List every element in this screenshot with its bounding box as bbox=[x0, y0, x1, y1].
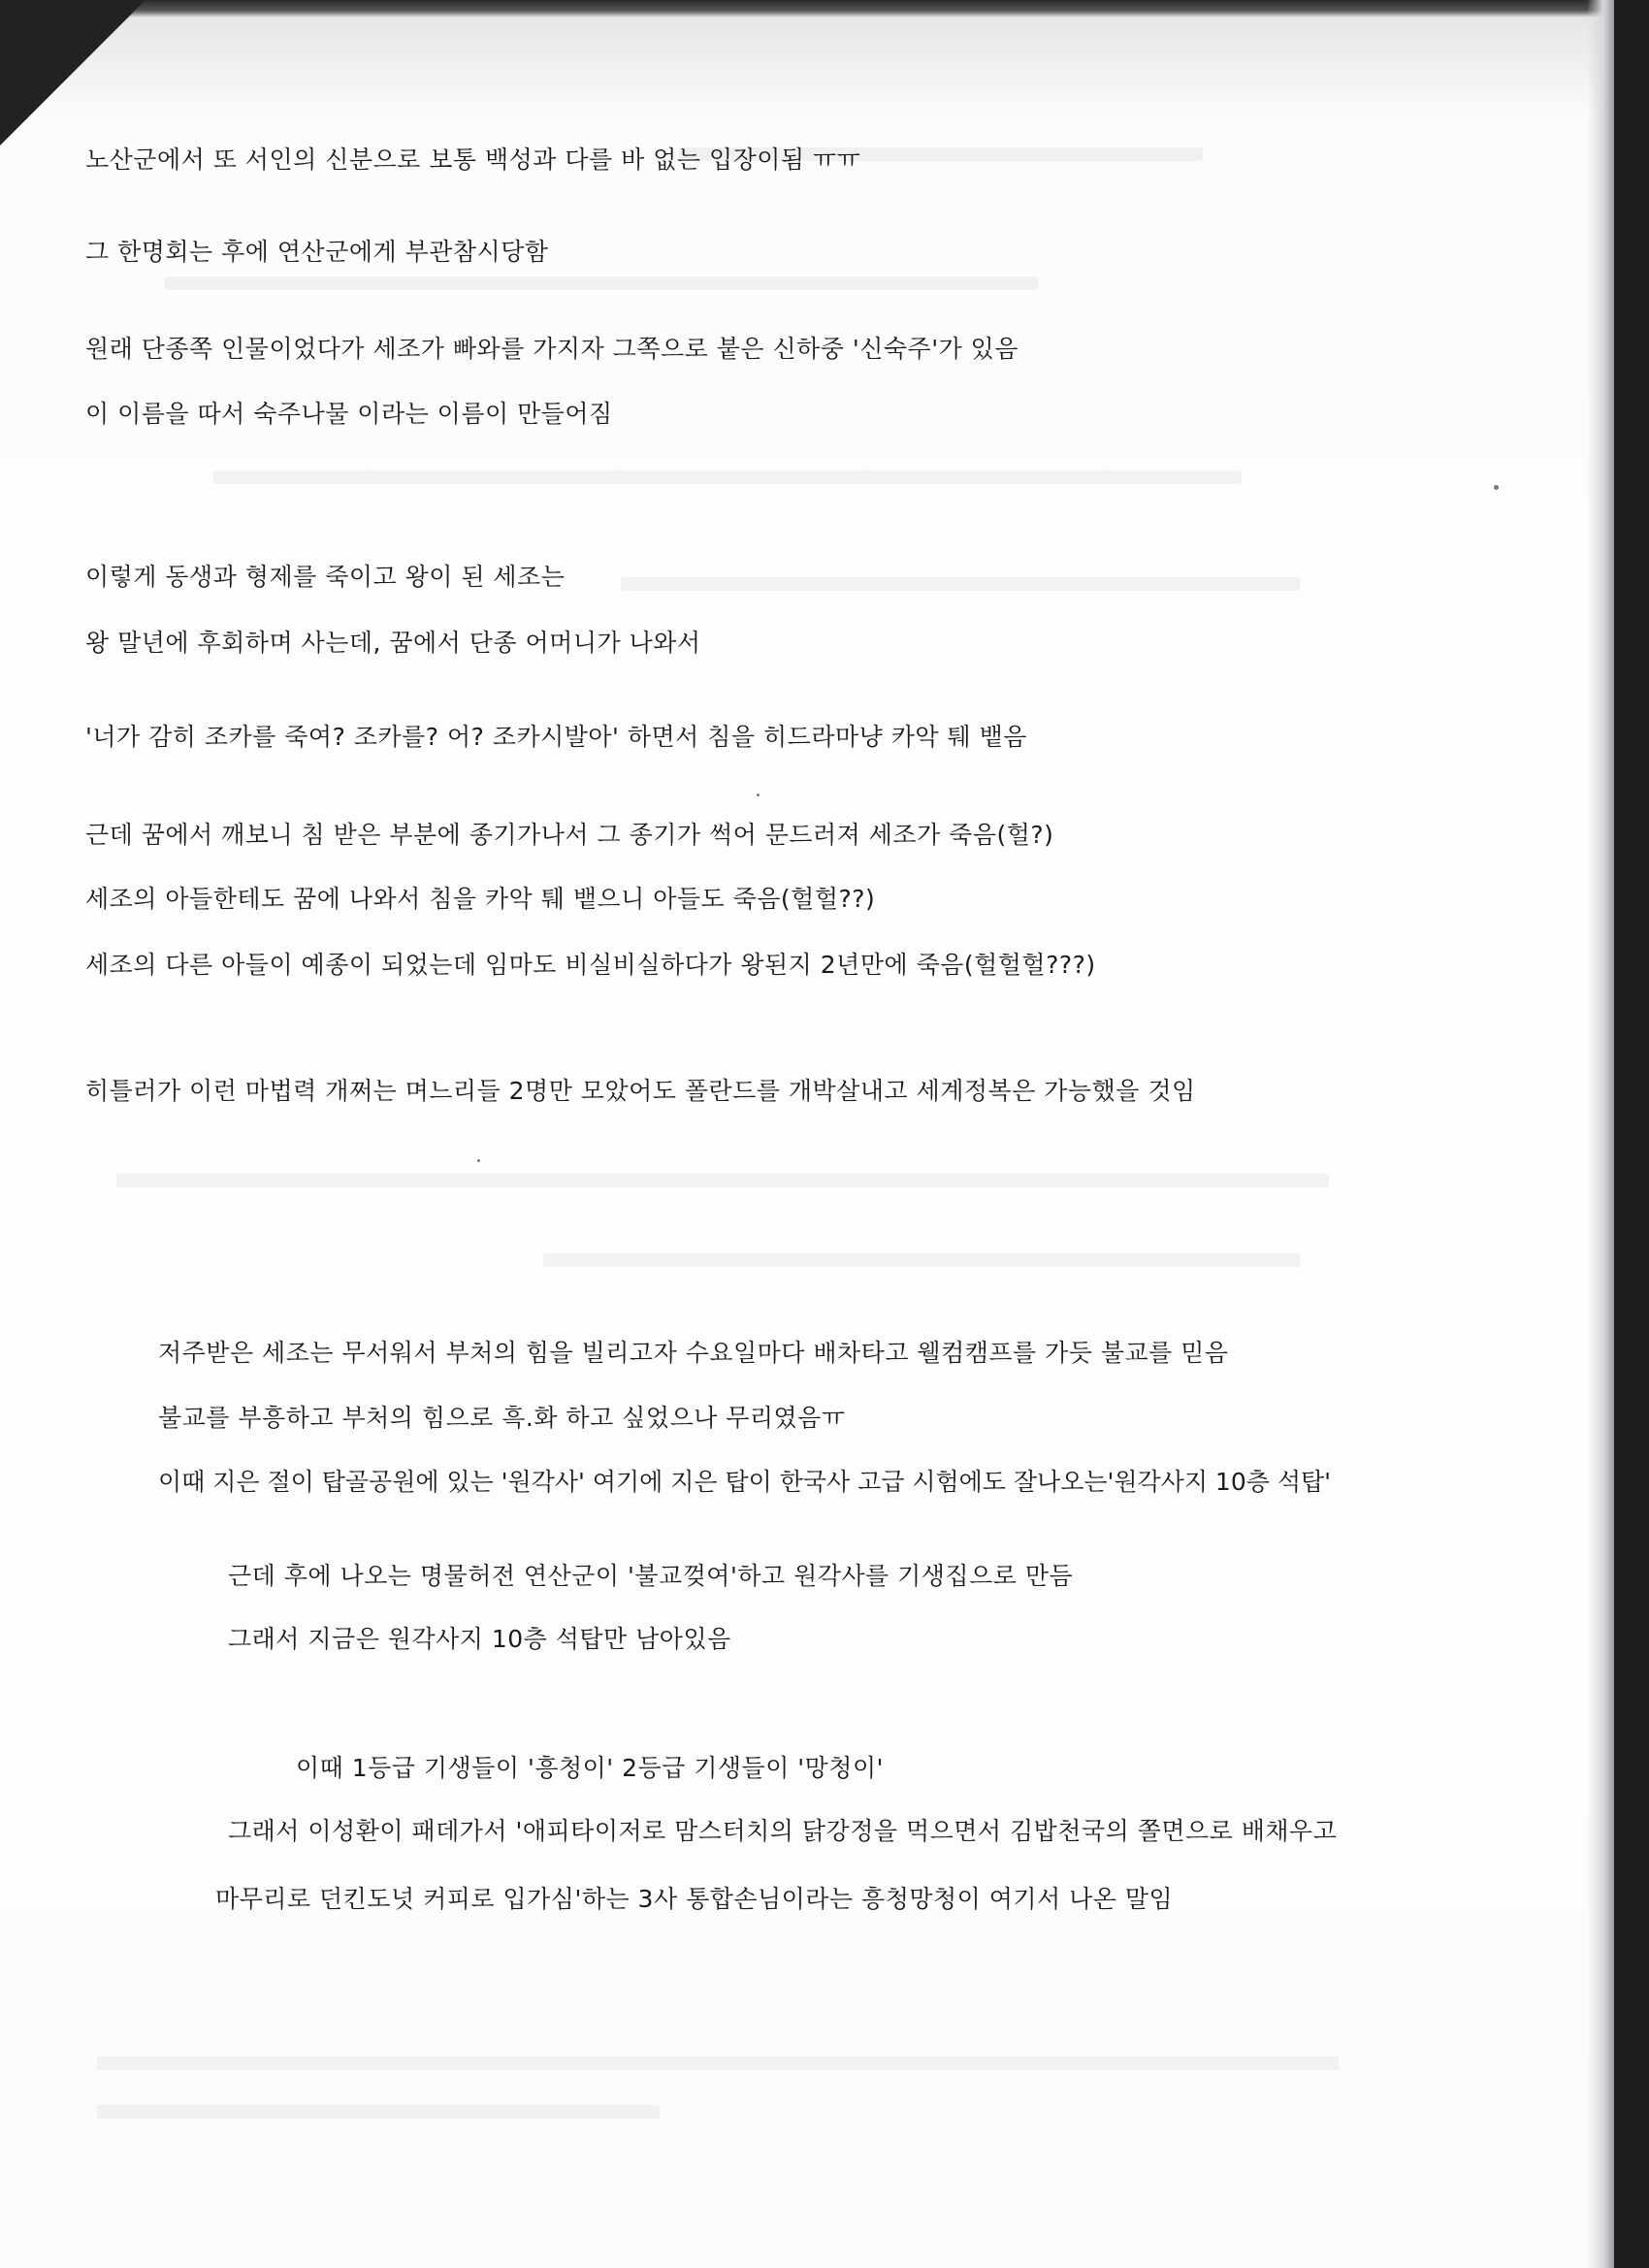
dust-speck bbox=[1494, 485, 1499, 490]
text-line: 세조의 다른 아들이 예종이 되었는데 임마도 비실비실하다가 왕된지 2년만에 죽음(헐헐헐???) bbox=[85, 951, 1096, 979]
text-line: 그래서 지금은 원각사지 10층 석탑만 남아있음 bbox=[228, 1625, 731, 1653]
text-line: 근데 후에 나오는 명물허전 연산군이 '불교껒여'하고 원각사를 기생집으로 만듬 bbox=[228, 1562, 1074, 1590]
text-line: 히틀러가 이런 마법력 개쩌는 며느리들 2명만 모았어도 폴란드를 개박살내고 세계정복은 가능했을 것임 bbox=[85, 1077, 1196, 1105]
scanner-corner-shadow bbox=[0, 0, 146, 146]
text-line: 왕 말년에 후회하며 사는데, 꿈에서 단종 어머니가 나와서 bbox=[85, 629, 701, 657]
page-edge-shadow bbox=[1587, 0, 1614, 2268]
text-line: 그 한명회는 후에 연산군에게 부관참시당함 bbox=[85, 238, 549, 266]
text-line: 노산군에서 또 서인의 신분으로 보통 백성과 다를 바 없는 입장이됨 ㅠㅠ bbox=[85, 146, 861, 174]
text-line: 저주받은 세조는 무서워서 부처의 힘을 빌리고자 수요일마다 배차타고 웰컴캠프를 가듯 불교를 믿음 bbox=[158, 1339, 1229, 1367]
text-line: 이 이름을 따서 숙주나물 이라는 이름이 만들어짐 bbox=[85, 400, 613, 428]
text-line: '너가 감히 조카를 죽여? 조카를? 어? 조카시발아' 하면서 침을 히드라마냥 카악 퉤 뱉음 bbox=[85, 723, 1027, 751]
bleed-through-mark bbox=[116, 1174, 1329, 1187]
bleed-through-mark bbox=[97, 2105, 660, 2119]
bleed-through-mark bbox=[621, 577, 1300, 591]
text-line: 세조의 아들한테도 꿈에 나와서 침을 카악 퉤 뱉으니 아들도 죽음(헐헐??) bbox=[85, 885, 876, 913]
text-line: 이렇게 동생과 형제를 죽이고 왕이 된 세조는 bbox=[85, 563, 566, 591]
bleed-through-mark bbox=[213, 470, 1242, 484]
text-line: 이때 1등급 기생들이 '흥청이' 2등급 기생들이 '망청이' bbox=[296, 1754, 884, 1782]
text-line: 마무리로 던킨도넛 커피로 입가심'하는 3사 통합손님이라는 흥청망청이 여기서 나온 말임 bbox=[215, 1885, 1174, 1913]
text-line: 불교를 부흥하고 부처의 힘으로 흑.화 하고 싶었으나 무리였음ㅠ bbox=[158, 1404, 846, 1432]
fold-shadow bbox=[0, 0, 1649, 116]
scanner-right-edge bbox=[1614, 0, 1649, 2268]
bleed-through-mark bbox=[165, 276, 1038, 290]
dust-speck bbox=[477, 1159, 480, 1162]
bleed-through-mark bbox=[543, 1253, 1300, 1267]
text-line: 원래 단종쪽 인물이었다가 세조가 빠와를 가지자 그쪽으로 붙은 신하중 '신숙주'가 있음 bbox=[85, 335, 1018, 363]
text-line: 이때 지은 절이 탑골공원에 있는 '원각사' 여기에 지은 탑이 한국사 고급 시험에도 잘나오는'원각사지 10층 석탑' bbox=[158, 1468, 1332, 1496]
text-line: 그래서 이성환이 패데가서 '애피타이저로 맘스터치의 닭강정을 먹으면서 김밥천국의 쫄면으로 배채우고 bbox=[228, 1817, 1338, 1845]
text-line: 근데 꿈에서 깨보니 침 받은 부분에 종기가나서 그 종기가 썩어 문드러져 세조가 죽음(헐?) bbox=[85, 821, 1054, 849]
bleed-through-mark bbox=[97, 2057, 1339, 2070]
dust-speck bbox=[757, 794, 760, 796]
scanner-top-edge bbox=[0, 0, 1649, 17]
